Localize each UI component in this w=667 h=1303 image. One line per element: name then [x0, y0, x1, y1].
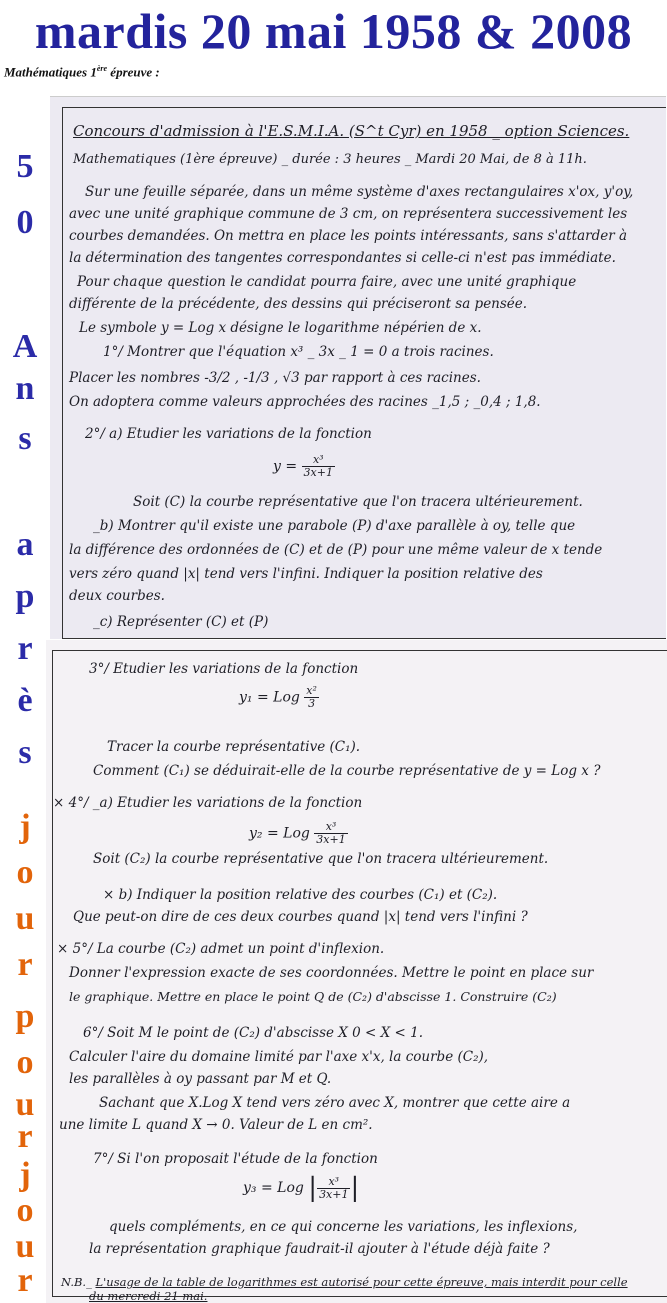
text-line: avec une unité graphique commune de 3 cm, on représentera successivement les [69, 206, 628, 222]
formula-fraction [317, 1176, 350, 1201]
formula-num: x² [306, 684, 317, 697]
text-line: Placer les nombres -3/2 , -1/3 , √3 par rapport à ces racines. [69, 370, 481, 386]
text-line: Sur une feuille séparée, dans un même système d'axes rectangulaires x'ox, y'oy, [85, 184, 634, 200]
formula-fraction [302, 454, 335, 479]
vertical-char: 5 [16, 148, 34, 185]
text-line: Soit (C₂) la courbe représentative que l'on tracera ultérieurement. [93, 851, 549, 867]
vertical-char: s [18, 420, 32, 457]
text-line: On adoptera comme valeurs approchées des racines _1,5 ; _0,4 ; 1,8. [69, 394, 541, 410]
text-line: la détermination des tangentes correspondantes si celle-ci n'est pas immédiate. [69, 250, 616, 266]
text-line: Tracer la courbe représentative (C₁). [107, 739, 361, 755]
vertical-char: a [16, 526, 34, 563]
exam-page-2 [46, 640, 667, 1303]
exam-header: Concours d'admission à l'E.S.M.I.A. (S^t Cyr) en 1958 _ option Sciences. [73, 122, 630, 140]
vertical-char: r [17, 630, 33, 667]
vertical-char: r [17, 1118, 33, 1155]
vertical-char: r [17, 1262, 33, 1299]
formula-den: 3x+1 [316, 833, 346, 846]
formula-lhs: y₃ = Log [243, 1180, 304, 1196]
text-line: × 4°/ _a) Etudier les variations de la fonction [53, 795, 363, 811]
text-line: Que peut-on dire de ces deux courbes quand |x| tend vers l'infini ? [73, 909, 528, 925]
text-line: le graphique. Mettre en place le point Q de (C₂) d'abscisse 1. Construire (C₂) [69, 989, 557, 1004]
banner-title: mardis 20 mai 1958 & 2008 [34, 3, 633, 59]
formula-den: 3 [308, 697, 316, 710]
text-line: la différence des ordonnées de (C) et de (P) pour une même valeur de x tende [69, 542, 603, 558]
text-line: _c) Représenter (C) et (P) [93, 614, 269, 630]
vertical-char: r [17, 946, 33, 983]
formula-den: 3x+1 [303, 466, 333, 479]
text-line: deux courbes. [69, 588, 165, 604]
text-line: × b) Indiquer la position relative des courbes (C₁) et (C₂). [103, 887, 498, 903]
text-line: 1°/ Montrer que l'équation x³ _ 3x _ 1 = 0 a trois racines. [103, 344, 494, 360]
vertical-char: n [15, 370, 35, 407]
formula-y2 [249, 821, 348, 846]
text-line: Donner l'expression exacte de ses coordonnées. Mettre le point en place sur [69, 965, 594, 981]
vertical-char: j [19, 808, 31, 845]
text-line: quels compléments, en ce qui concerne les variations, les inflexions, [109, 1219, 578, 1235]
formula-lhs: y₁ = Log [239, 689, 300, 706]
vertical-char: u [15, 900, 35, 937]
text-line: Calculer l'aire du domaine limité par l'axe x'x, la courbe (C₂), [69, 1049, 489, 1065]
vertical-caption [0, 150, 50, 1300]
formula-num: x³ [317, 1176, 350, 1189]
text-line: la représentation graphique faudrait-il ajouter à l'étude déjà faite ? [89, 1241, 550, 1257]
text-line: 2°/ a) Etudier les variations de la fonction [85, 426, 372, 442]
formula-fraction [314, 821, 347, 846]
exam-page-1 [50, 96, 666, 639]
vertical-char: s [18, 734, 32, 771]
vertical-char: j [19, 1156, 31, 1193]
text-line: 6°/ Soit M le point de (C₂) d'abscisse X 0 < X < 1. [83, 1025, 424, 1041]
text-line: 3°/ Etudier les variations de la fonction [89, 661, 359, 677]
nb-note [61, 1275, 628, 1303]
text-line: × 5°/ La courbe (C₂) admet un point d'inflexion. [57, 941, 385, 957]
text-line: courbes demandées. On mettra en place les points intéressants, sans s'attarder à [69, 228, 628, 244]
abs-bar-right: | [350, 1173, 360, 1203]
text-line: 7°/ Si l'on proposait l'étude de la fonction [93, 1151, 378, 1167]
formula-fraction [304, 685, 319, 710]
subtitle-text: Mathématiques 1 [4, 64, 97, 80]
nb-text-2: du mercredi 21 mai. [89, 1289, 208, 1303]
formula-lhs: y = [273, 458, 298, 475]
vertical-char: p [15, 998, 35, 1035]
vertical-char: 0 [16, 204, 34, 241]
text-line: Le symbole y = Log x désigne le logarithme népérien de x. [79, 320, 482, 336]
vertical-char: o [16, 1192, 34, 1229]
text-line: les parallèles à oy passant par M et Q. [69, 1071, 332, 1087]
nb-label: N.B._ [61, 1275, 92, 1289]
page-2-frame [52, 650, 667, 1303]
nb-text: L'usage de la table de logarithmes est autorisé pour cette épreuve, mais interdit pour celle [95, 1275, 628, 1289]
text-line: différente de la précédente, des dessins qui préciseront sa pensée. [69, 296, 528, 312]
exam-subheader: Mathematiques (1ère épreuve) _ durée : 3 heures _ Mardi 20 Mai, de 8 à 11h. [73, 152, 587, 167]
formula-num: x³ [314, 821, 347, 834]
abs-bar-left: | [308, 1173, 318, 1203]
text-line: Soit (C) la courbe représentative que l'on tracera ultérieurement. [133, 494, 583, 510]
formula-den: 3x+1 [319, 1187, 349, 1201]
page-1-frame [62, 107, 666, 639]
text-line: Pour chaque question le candidat pourra faire, avec une unité graphique [77, 274, 577, 290]
formula-y1 [239, 685, 319, 710]
vertical-char: A [12, 328, 38, 365]
subtitle-rest: épreuve : [107, 64, 160, 80]
formula-y3 [243, 1173, 359, 1203]
text-line: Comment (C₁) se déduirait-elle de la courbe représentative de y = Log x ? [93, 763, 601, 779]
text-line: vers zéro quand |x| tend vers l'infini. Indiquer la position relative des [69, 566, 543, 582]
text-line: une limite L quand X → 0. Valeur de L en cm². [59, 1117, 373, 1133]
vertical-char: o [16, 1044, 34, 1081]
subtitle [4, 64, 160, 80]
text-line: _b) Montrer qu'il existe une parabole (P) d'axe parallèle à oy, telle que [93, 518, 576, 534]
formula-num: x³ [302, 454, 335, 467]
formula-lhs: y₂ = Log [249, 825, 310, 842]
subtitle-sup: ère [96, 64, 108, 73]
vertical-char: è [17, 682, 33, 719]
formula-y [273, 454, 335, 479]
vertical-char: u [15, 1086, 35, 1123]
vertical-char: u [15, 1228, 35, 1265]
vertical-char: p [15, 578, 35, 615]
text-line: Sachant que X.Log X tend vers zéro avec X, montrer que cette aire a [99, 1095, 571, 1111]
banner [0, 0, 667, 62]
vertical-char: o [16, 854, 34, 891]
